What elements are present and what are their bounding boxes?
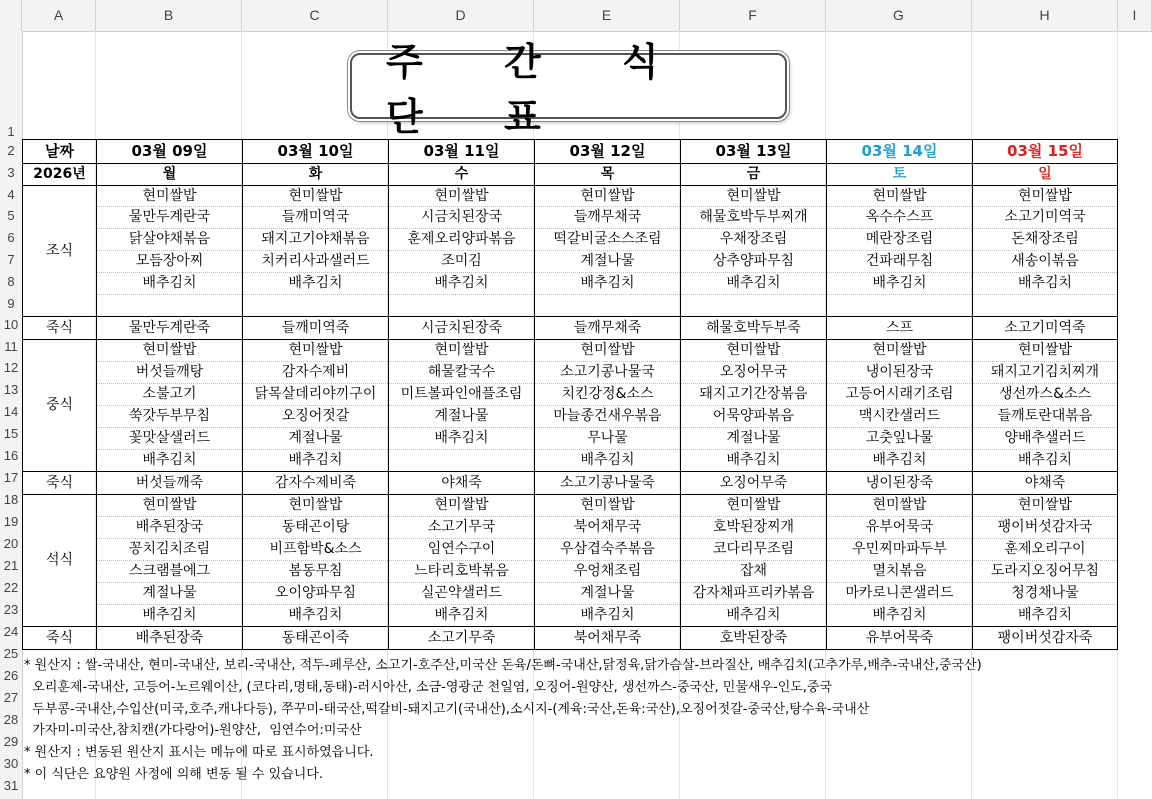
menu-item-cell[interactable] [97,295,243,317]
menu-item-cell[interactable]: 배추김치 [681,273,827,295]
date-label-cell[interactable]: 날짜 [23,140,97,164]
menu-item-cell[interactable]: 현미쌀밥 [535,495,681,517]
row-header-24[interactable]: 24 [3,624,19,639]
menu-item-cell[interactable]: 스크램블에그 [97,561,243,583]
menu-item-cell[interactable]: 현미쌀밥 [389,340,535,362]
row-header-16[interactable]: 16 [3,448,19,463]
column-header-e[interactable]: E [534,0,680,31]
row-header-15[interactable]: 15 [3,426,19,441]
menu-item-cell[interactable]: 감자수제비 [243,362,389,384]
menu-item-cell[interactable]: 배추김치 [973,273,1118,295]
menu-item-cell[interactable]: 현미쌀밥 [973,186,1118,207]
menu-item-cell[interactable]: 어묵양파볶음 [681,406,827,428]
menu-item-cell[interactable]: 물만두계란국 [97,207,243,229]
menu-item-cell[interactable]: 돈채장조림 [973,229,1118,251]
date-cell[interactable]: 03월 09일 [97,140,243,164]
menu-item-cell[interactable]: 배추김치 [389,273,535,295]
column-header-h[interactable]: H [972,0,1118,31]
year-cell[interactable]: 2026년 [23,164,97,186]
menu-item-cell[interactable]: 건파래무침 [827,251,973,273]
menu-item-cell[interactable]: 느타리호박볶음 [389,561,535,583]
row-header-23[interactable]: 23 [3,602,19,617]
porridge-item-cell[interactable]: 감자수제비죽 [243,472,389,495]
menu-table [22,139,1118,650]
menu-item-cell[interactable]: 배추김치 [389,428,535,450]
row-header-27[interactable]: 27 [3,690,19,705]
column-header-d[interactable]: D [388,0,534,31]
row-header-19[interactable]: 19 [3,514,19,529]
row-header-6[interactable]: 6 [7,230,15,245]
menu-item-cell[interactable]: 코다리무조림 [681,539,827,561]
row-header-9[interactable]: 9 [7,296,15,311]
menu-row [23,583,1118,605]
menu-item-cell[interactable]: 소고기미역국 [973,207,1118,229]
menu-row [23,495,1118,517]
menu-item-cell[interactable]: 현미쌀밥 [827,186,973,207]
menu-item-cell[interactable]: 계절나물 [97,583,243,605]
column-header-c[interactable]: C [242,0,388,31]
menu-item-cell[interactable]: 들깨무채국 [535,207,681,229]
row-header-4[interactable]: 4 [7,187,15,202]
porridge-item-cell[interactable]: 배추된장죽 [97,627,243,650]
menu-item-cell[interactable]: 계절나물 [681,428,827,450]
porridge-item-cell[interactable]: 들깨미역죽 [243,317,389,340]
menu-item-cell[interactable]: 버섯들깨탕 [97,362,243,384]
porridge-row [23,472,1118,495]
date-row [23,140,1118,164]
menu-item-cell[interactable]: 배추김치 [97,605,243,627]
menu-item-cell[interactable]: 현미쌀밥 [973,340,1118,362]
menu-row [23,517,1118,539]
menu-item-cell[interactable]: 쑥갓두부무침 [97,406,243,428]
porridge-item-cell[interactable]: 버섯들깨죽 [97,472,243,495]
menu-item-cell[interactable]: 마카로니콘샐러드 [827,583,973,605]
menu-item-cell[interactable]: 현미쌀밥 [535,186,681,207]
menu-row [23,273,1118,295]
menu-item-cell[interactable]: 치커리사과샐러드 [243,251,389,273]
note-line[interactable]: * 원산지 : 변동된 원산지 표시는 메뉴에 따로 표시하였읍니다. [24,745,374,761]
date-cell[interactable]: 03월 13일 [681,140,827,164]
menu-item-cell[interactable]: 배추김치 [243,605,389,627]
title-box[interactable] [350,40,787,139]
row-header-25[interactable]: 25 [3,646,19,661]
menu-item-cell[interactable]: 옥수수스프 [827,207,973,229]
menu-item-cell[interactable]: 돼지고기김치찌개 [973,362,1118,384]
weekday-cell[interactable]: 목 [535,164,681,186]
row-header-10[interactable]: 10 [3,317,19,332]
menu-item-cell[interactable]: 봄동무침 [243,561,389,583]
row-header-7[interactable]: 7 [7,252,15,267]
meal-label-lunch[interactable]: 중식 [23,340,97,472]
row-header-30[interactable]: 30 [3,756,19,771]
menu-item-cell[interactable]: 오이양파무침 [243,583,389,605]
menu-item-cell[interactable]: 닭목살데리야끼구이 [243,384,389,406]
menu-item-cell[interactable]: 마늘종건새우볶음 [535,406,681,428]
menu-item-cell[interactable]: 계절나물 [389,406,535,428]
menu-item-cell[interactable]: 훈제오리구이 [973,539,1118,561]
menu-item-cell[interactable]: 오징어무국 [681,362,827,384]
porridge-item-cell[interactable]: 시금치된장죽 [389,317,535,340]
menu-item-cell[interactable]: 배추김치 [973,450,1118,472]
menu-item-cell[interactable]: 소고기콩나물국 [535,362,681,384]
porridge-row [23,627,1118,650]
porridge-item-cell[interactable]: 들깨무채죽 [535,317,681,340]
menu-item-cell[interactable]: 배추김치 [389,605,535,627]
date-cell[interactable]: 03월 10일 [243,140,389,164]
porridge-item-cell[interactable]: 해물호박두부죽 [681,317,827,340]
menu-item-cell[interactable]: 냉이된장국 [827,362,973,384]
row-header-31[interactable]: 31 [3,778,19,793]
menu-item-cell[interactable]: 팽이버섯감자국 [973,517,1118,539]
menu-item-cell[interactable]: 양배추샐러드 [973,428,1118,450]
menu-item-cell[interactable]: 우엉채조림 [535,561,681,583]
menu-row [23,229,1118,251]
porridge-row [23,317,1118,340]
date-cell[interactable]: 03월 11일 [389,140,535,164]
row-header-22[interactable]: 22 [3,580,19,595]
menu-item-cell[interactable]: 비프함박&소스 [243,539,389,561]
porridge-label-cell[interactable]: 죽식 [23,627,97,650]
meal-label-breakfast[interactable]: 조식 [23,186,97,317]
porridge-item-cell[interactable]: 소고기미역죽 [973,317,1118,340]
row-header-29[interactable]: 29 [3,734,19,749]
menu-item-cell[interactable]: 실곤약샐러드 [389,583,535,605]
menu-row [23,251,1118,273]
menu-item-cell[interactable]: 배추김치 [681,450,827,472]
menu-row [23,561,1118,583]
menu-item-cell[interactable]: 현미쌀밥 [97,495,243,517]
menu-item-cell[interactable]: 배추김치 [827,605,973,627]
menu-row [23,362,1118,384]
menu-item-cell[interactable]: 돼지고기야채볶음 [243,229,389,251]
menu-item-cell[interactable]: 소고기무국 [389,517,535,539]
porridge-item-cell[interactable]: 소고기콩나물죽 [535,472,681,495]
menu-item-cell[interactable]: 배추된장국 [97,517,243,539]
porridge-item-cell[interactable]: 소고기무죽 [389,627,535,650]
menu-item-cell[interactable] [681,295,827,317]
menu-item-cell[interactable]: 해물칼국수 [389,362,535,384]
menu-item-cell[interactable]: 현미쌀밥 [827,495,973,517]
row-header-12[interactable]: 12 [3,360,19,375]
date-cell[interactable]: 03월 14일 [827,140,973,164]
menu-item-cell[interactable]: 임연수구이 [389,539,535,561]
column-header-b[interactable]: B [96,0,242,31]
menu-row [23,605,1118,627]
menu-row [23,428,1118,450]
menu-item-cell[interactable]: 현미쌀밥 [681,340,827,362]
row-header-14[interactable]: 14 [3,404,19,419]
menu-item-cell[interactable]: 계절나물 [535,251,681,273]
menu-item-cell[interactable]: 생선까스&소스 [973,384,1118,406]
row-header-26[interactable]: 26 [3,668,19,683]
note-line[interactable]: 오리훈제-국내산, 고등어-노르웨이산, (코다리,명태,동태)-러시아산, 소금-영광군 천일염, 오징어-원양산, 생선까스-중국산, 민물새우-인도,중국 [24,679,833,695]
menu-row [23,539,1118,561]
menu-item-cell[interactable]: 우삼겹숙주볶음 [535,539,681,561]
note-line[interactable]: * 이 식단은 요양원 사정에 의해 변동 될 수 있습니다. [24,766,323,782]
menu-item-cell[interactable] [243,295,389,317]
menu-item-cell[interactable]: 소불고기 [97,384,243,406]
menu-item-cell[interactable]: 닭살야채볶음 [97,229,243,251]
menu-item-cell[interactable]: 꽁치김치조림 [97,539,243,561]
column-header-a[interactable]: A [22,0,96,31]
row-header-2[interactable]: 2 [7,143,15,158]
menu-item-cell[interactable]: 고춧잎나물 [827,428,973,450]
menu-item-cell[interactable]: 돼지고기간장볶음 [681,384,827,406]
row-header-21[interactable]: 21 [3,558,19,573]
menu-item-cell[interactable] [973,295,1118,317]
row-header-11[interactable]: 11 [4,339,18,354]
menu-item-cell[interactable] [535,295,681,317]
weekday-cell[interactable]: 일 [973,164,1118,186]
row-header-28[interactable]: 28 [3,712,19,727]
menu-item-cell[interactable]: 배추김치 [827,450,973,472]
porridge-item-cell[interactable]: 호박된장죽 [681,627,827,650]
column-header-f[interactable]: F [680,0,826,31]
menu-item-cell[interactable]: 현미쌀밥 [681,495,827,517]
weekday-cell[interactable]: 토 [827,164,973,186]
menu-item-cell[interactable]: 훈제오리양파볶음 [389,229,535,251]
porridge-item-cell[interactable]: 오징어무죽 [681,472,827,495]
weekday-cell[interactable]: 월 [97,164,243,186]
menu-item-cell[interactable]: 배추김치 [243,450,389,472]
weekday-cell[interactable]: 화 [243,164,389,186]
menu-item-cell[interactable]: 현미쌀밥 [243,495,389,517]
menu-row [23,207,1118,229]
row-header-13[interactable]: 13 [3,382,19,397]
note-line[interactable]: 가자미-미국산,참치캔(가다랑어)-원양산, 임연수어:미국산 [24,723,362,739]
row-header-1[interactable]: 1 [7,124,15,139]
menu-item-cell[interactable]: 배추김치 [681,605,827,627]
menu-item-cell[interactable]: 고등어시래기조림 [827,384,973,406]
menu-item-cell[interactable]: 현미쌀밥 [827,340,973,362]
row-header-8[interactable]: 8 [7,274,15,289]
menu-item-cell[interactable]: 배추김치 [97,273,243,295]
menu-row [23,340,1118,362]
porridge-item-cell[interactable]: 냉이된장죽 [827,472,973,495]
menu-item-cell[interactable]: 새송이볶음 [973,251,1118,273]
menu-item-cell[interactable]: 멸치볶음 [827,561,973,583]
row-header-17[interactable]: 17 [3,470,19,485]
porridge-item-cell[interactable]: 동태곤이죽 [243,627,389,650]
porridge-item-cell[interactable]: 야채죽 [389,472,535,495]
menu-item-cell[interactable]: 현미쌀밥 [243,340,389,362]
menu-item-cell[interactable]: 들깨미역국 [243,207,389,229]
menu-item-cell[interactable]: 우채장조림 [681,229,827,251]
menu-item-cell[interactable]: 꽃맛살샐러드 [97,428,243,450]
menu-item-cell[interactable]: 배추김치 [827,273,973,295]
porridge-label-cell[interactable]: 죽식 [23,472,97,495]
menu-item-cell[interactable]: 현미쌀밥 [243,186,389,207]
menu-item-cell[interactable]: 해물호박두부찌개 [681,207,827,229]
porridge-item-cell[interactable]: 북어채무죽 [535,627,681,650]
menu-item-cell[interactable] [389,295,535,317]
menu-item-cell[interactable]: 들깨토란대볶음 [973,406,1118,428]
menu-item-cell[interactable]: 맥시칸샐러드 [827,406,973,428]
menu-item-cell[interactable]: 배추김치 [535,605,681,627]
menu-item-cell[interactable]: 청경채나물 [973,583,1118,605]
menu-item-cell[interactable]: 배추김치 [97,450,243,472]
row-header-20[interactable]: 20 [3,536,19,551]
column-header-i[interactable]: I [1118,0,1152,31]
menu-row [23,406,1118,428]
menu-row [23,450,1118,472]
menu-item-cell[interactable]: 무나물 [535,428,681,450]
menu-item-cell[interactable]: 오징어젓갈 [243,406,389,428]
menu-item-cell[interactable]: 모듬장아찌 [97,251,243,273]
note-line[interactable]: 두부콩-국내산,수입산(미국,호주,캐나다등), 쭈꾸미-태국산,떡갈비-돼지고기(국내산),소시지-(계육:국산,돈육:국산),오징어젓갈-중국산,탕수육-국내산 [24,701,870,717]
menu-item-cell[interactable]: 배추김치 [535,273,681,295]
row-header-3[interactable]: 3 [7,165,15,180]
menu-item-cell[interactable]: 우민찌마파두부 [827,539,973,561]
porridge-label-cell[interactable]: 죽식 [23,317,97,340]
porridge-item-cell[interactable]: 스프 [827,317,973,340]
note-line[interactable]: * 원산지 : 쌀-국내산, 현미-국내산, 보리-국내산, 적두-페루산, 소고기-호주산,미국산 돈육/돈뼈-국내산,닭정육,닭가슴살-브라질산, 배추김치(고추가루,배추-국내산,중국산) [24,658,982,673]
menu-item-cell[interactable]: 계절나물 [243,428,389,450]
menu-item-cell[interactable]: 도라지오징어무침 [973,561,1118,583]
select-all-corner[interactable] [0,0,22,31]
weekday-cell[interactable]: 금 [681,164,827,186]
menu-item-cell[interactable]: 현미쌀밥 [535,340,681,362]
menu-item-cell[interactable]: 북어채무국 [535,517,681,539]
row-header-18[interactable]: 18 [3,492,19,507]
menu-item-cell[interactable]: 배추김치 [535,450,681,472]
porridge-item-cell[interactable]: 유부어묵죽 [827,627,973,650]
date-cell[interactable]: 03월 12일 [535,140,681,164]
menu-item-cell[interactable]: 현미쌀밥 [681,186,827,207]
menu-item-cell[interactable]: 현미쌀밥 [973,495,1118,517]
meal-label-dinner[interactable]: 석식 [23,495,97,627]
weekday-cell[interactable]: 수 [389,164,535,186]
menu-item-cell[interactable]: 조미김 [389,251,535,273]
menu-item-cell[interactable] [827,295,973,317]
menu-item-cell[interactable]: 시금치된장국 [389,207,535,229]
porridge-item-cell[interactable]: 물만두계란죽 [97,317,243,340]
origin-notes [24,655,982,786]
menu-item-cell[interactable]: 현미쌀밥 [97,186,243,207]
menu-item-cell[interactable]: 배추김치 [243,273,389,295]
row-header-5[interactable]: 5 [7,208,15,223]
menu-item-cell[interactable]: 잡채 [681,561,827,583]
menu-item-cell[interactable]: 감자채파프리카볶음 [681,583,827,605]
menu-item-cell[interactable]: 상추양파무침 [681,251,827,273]
menu-item-cell[interactable]: 미트볼파인애플조림 [389,384,535,406]
menu-item-cell[interactable]: 치킨강정&소스 [535,384,681,406]
menu-row [23,384,1118,406]
menu-item-cell[interactable]: 현미쌀밥 [97,340,243,362]
menu-row [23,186,1118,207]
menu-item-cell[interactable]: 계절나물 [535,583,681,605]
weekday-row [23,164,1118,186]
column-header-g[interactable]: G [826,0,972,31]
menu-item-cell[interactable]: 떡갈비굴소스조림 [535,229,681,251]
menu-item-cell[interactable]: 현미쌀밥 [389,186,535,207]
page-title: 주 간 식 단 표 [386,40,693,139]
menu-item-cell[interactable]: 메란장조림 [827,229,973,251]
menu-item-cell[interactable]: 호박된장찌개 [681,517,827,539]
menu-item-cell[interactable]: 유부어묵국 [827,517,973,539]
date-cell[interactable]: 03월 15일 [973,140,1118,164]
porridge-item-cell[interactable]: 야채죽 [973,472,1118,495]
menu-item-cell[interactable]: 배추김치 [973,605,1118,627]
menu-item-cell[interactable]: 현미쌀밥 [389,495,535,517]
menu-item-cell[interactable] [389,450,535,472]
porridge-item-cell[interactable]: 팽이버섯감자죽 [973,627,1118,650]
menu-item-cell[interactable]: 동태곤이탕 [243,517,389,539]
menu-row [23,295,1118,317]
column-header-bar [0,0,1152,32]
row-header-bar [0,31,23,799]
